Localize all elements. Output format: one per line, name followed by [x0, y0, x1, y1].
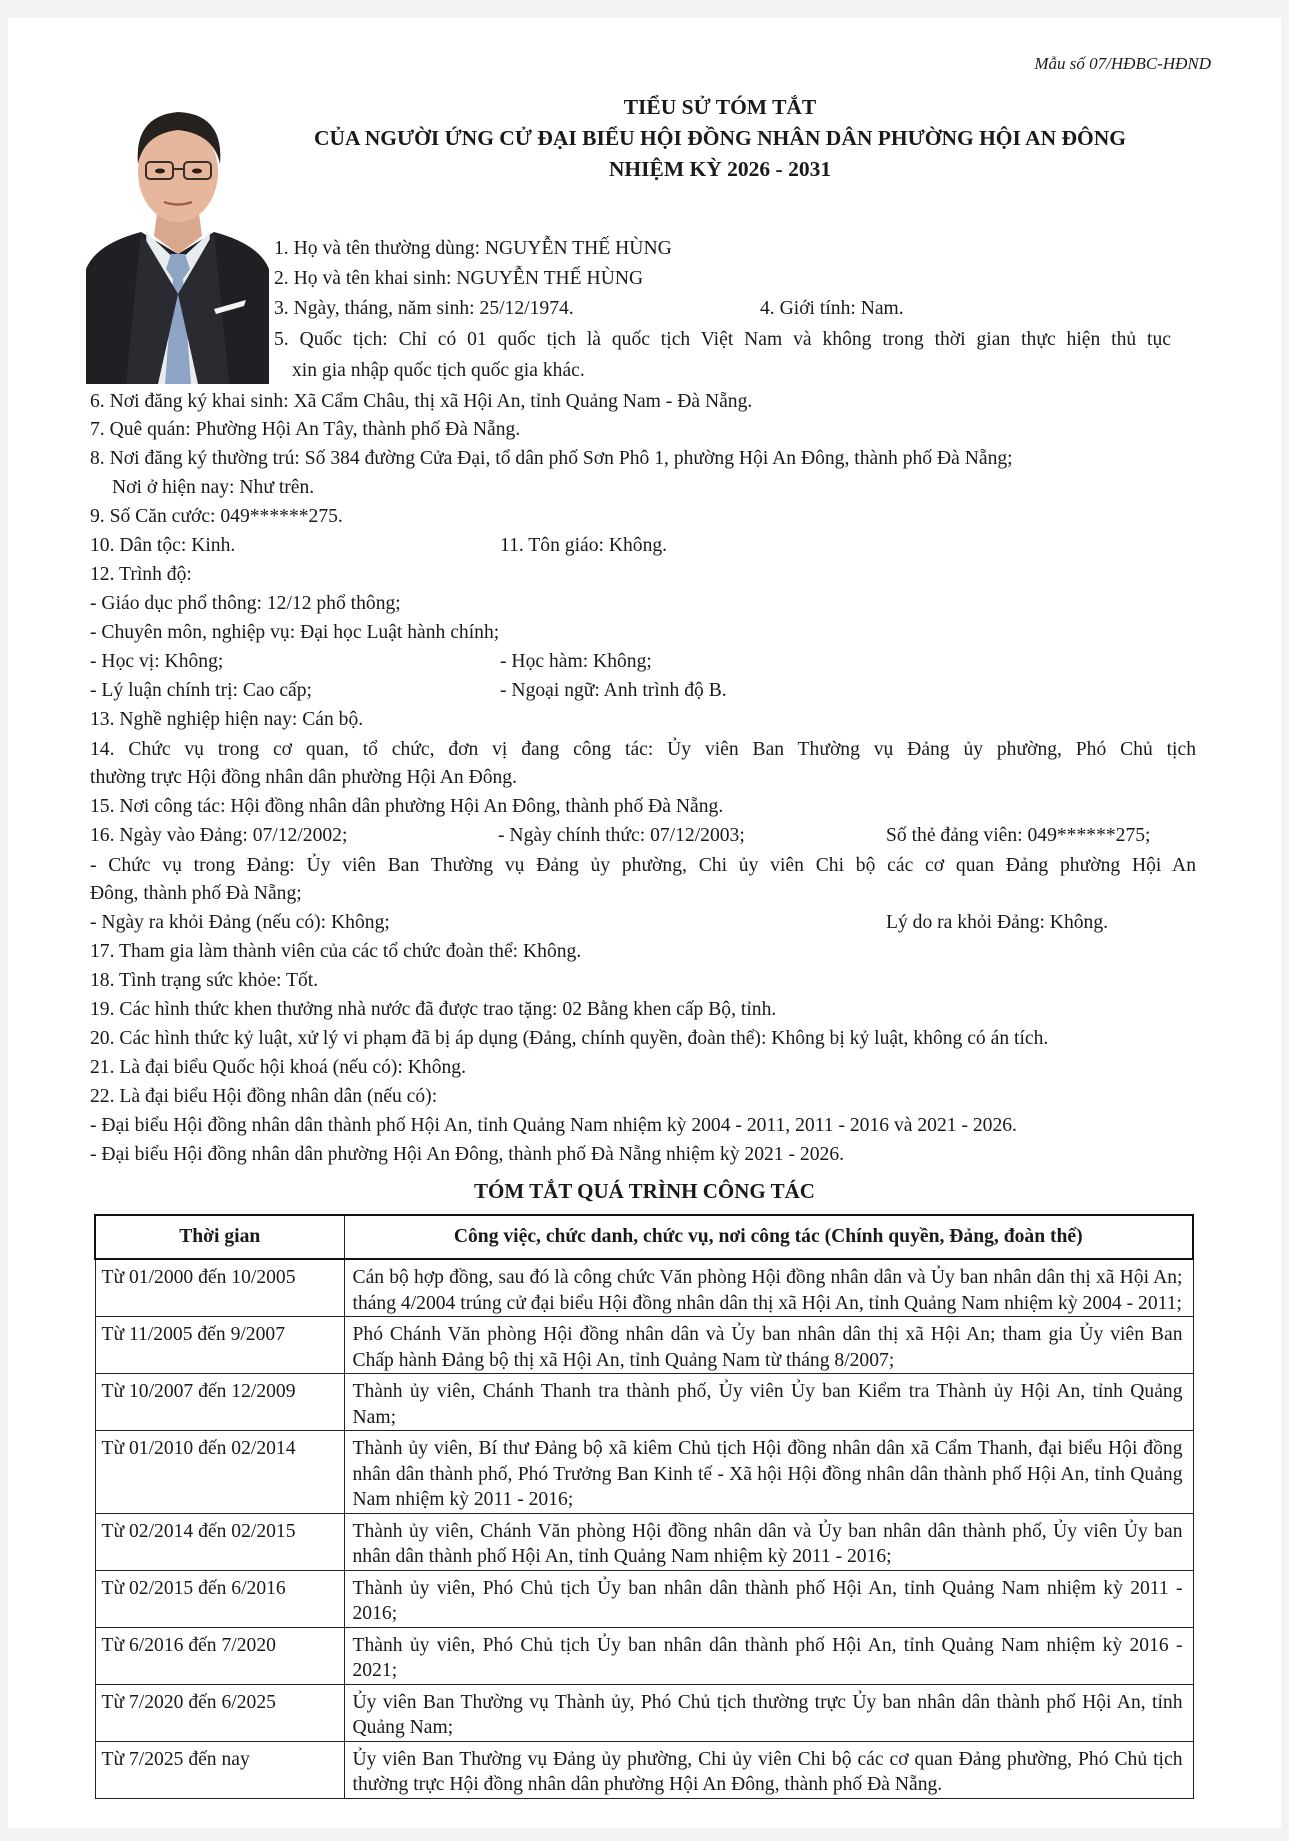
row-time: Từ 02/2015 đến 6/2016 [95, 1570, 344, 1627]
portrait-photo [86, 94, 269, 384]
bio-nationality: 5. Quốc tịch: Chỉ có 01 quốc tịch là quốc tịch Việt Nam và không trong thời gian thực hiện thủ tục [274, 329, 1171, 350]
row-description: Ủy viên Ban Thường vụ Đảng ủy phường, Chi ủy viên Chi bộ các cơ quan Đảng phường, Phó Chủ tịch thường trực Hội đồng nhân dân phường Hội An Đông, thành phố Đà Nẵng. [344, 1741, 1193, 1798]
row-description: Thành ủy viên, Chánh Thanh tra thành phố, Ủy viên Ủy ban Kiểm tra Thành ủy Hội An, tỉnh Quảng Nam; [344, 1374, 1193, 1431]
bio-party-exit-date: - Ngày ra khỏi Đảng (nếu có): Không; [90, 912, 390, 933]
bio-birth-name: 2. Họ và tên khai sinh: NGUYỄN THẾ HÙNG [274, 268, 644, 289]
bio-council-membership: 22. Là đại biểu Hội đồng nhân dân (nếu có): [90, 1086, 438, 1107]
bio-position: 14. Chức vụ trong cơ quan, tổ chức, đơn vị đang công tác: Ủy viên Ban Thường vụ Đảng ủy phường, Phó Chủ tịch [90, 739, 1196, 760]
heading-term: NHIỆM KỲ 2026 - 2031 [608, 157, 832, 181]
row-time: Từ 7/2025 đến nay [95, 1741, 344, 1798]
document-heading [280, 92, 1160, 185]
bio-council-term-1: - Đại biểu Hội đồng nhân dân thành phố Hội An, tỉnh Quảng Nam nhiệm kỳ 2004 - 2011, 2011 - 2016 và 2021 - 2026. [90, 1115, 1017, 1136]
bio-party-official-date: - Ngày chính thức: 07/12/2003; [498, 825, 745, 846]
bio-degree: - Học vị: Không; [90, 651, 224, 672]
table-row [95, 1259, 1193, 1317]
row-time: Từ 7/2020 đến 6/2025 [95, 1684, 344, 1741]
row-description: Thành ủy viên, Bí thư Đảng bộ xã kiêm Chủ tịch Hội đồng nhân dân xã Cẩm Thanh, đại biểu Hội đồng nhân dân thành phố, Phó Trưởng Ban Kinh tế - Xã hội Hội đồng nhân dân thành phố Hội An, tỉnh Quảng Nam nhiệm kỳ 2011 - 2016; [344, 1431, 1193, 1514]
bio-religion: 11. Tôn giáo: Không. [500, 535, 668, 556]
bio-permanent-residence: 8. Nơi đăng ký thường trú: Số 384 đường Cửa Đại, tổ dân phố Sơn Phô 1, phường Hội An Đông, thành phố Đà Nẵng; [90, 448, 1013, 469]
bio-party-position: - Chức vụ trong Đảng: Ủy viên Ban Thường vụ Đảng ủy phường, Chi ủy viên Chi bộ các cơ quan Đảng phường Hội An [90, 855, 1196, 876]
bio-council-term-2: - Đại biểu Hội đồng nhân dân phường Hội An Đông, thành phố Đà Nẵng nhiệm kỳ 2021 - 2026. [90, 1144, 845, 1165]
bio-hometown: 7. Quê quán: Phường Hội An Tây, thành phố Đà Nẵng. [90, 419, 521, 440]
table-row [95, 1317, 1193, 1374]
row-time: Từ 01/2010 đến 02/2014 [95, 1431, 344, 1514]
table-row [95, 1513, 1193, 1570]
bio-discipline: 20. Các hình thức kỷ luật, xử lý vi phạm đã bị áp dụng (Đảng, chính quyền, đoàn thể): Không bị kỷ luật, không có án tích. [90, 1028, 1049, 1049]
table-row [95, 1570, 1193, 1627]
bio-birth-date: 3. Ngày, tháng, năm sinh: 25/12/1974. [274, 298, 574, 319]
table-row [95, 1374, 1193, 1431]
bio-profession: - Chuyên môn, nghiệp vụ: Đại học Luật hành chính; [90, 622, 500, 643]
bio-party-position-cont: Đông, thành phố Đà Nẵng; [90, 883, 302, 904]
bio-party-card-number: Số thẻ đảng viên: 049******275; [886, 825, 1151, 846]
bio-birth-registration: 6. Nơi đăng ký khai sinh: Xã Cẩm Châu, thị xã Hội An, tỉnh Quảng Nam - Đà Nẵng. [90, 391, 753, 412]
row-description: Thành ủy viên, Phó Chủ tịch Ủy ban nhân dân thành phố Hội An, tỉnh Quảng Nam nhiệm kỳ 2016 - 2021; [344, 1627, 1193, 1684]
bio-ethnicity: 10. Dân tộc: Kinh. [90, 535, 236, 556]
column-header-time: Thời gian [95, 1215, 344, 1259]
bio-awards: 19. Các hình thức khen thưởng nhà nước đã được trao tặng: 02 Bằng khen cấp Bộ, tỉnh. [90, 999, 777, 1020]
column-header-description: Công việc, chức danh, chức vụ, nơi công tác (Chính quyền, Đảng, đoàn thể) [344, 1215, 1193, 1259]
row-description: Thành ủy viên, Chánh Văn phòng Hội đồng nhân dân và Ủy ban nhân dân thành phố, Ủy viên Ủy ban nhân dân thành phố Hội An, tỉnh Quảng Nam nhiệm kỳ 2011 - 2016; [344, 1513, 1193, 1570]
table-row [95, 1741, 1193, 1798]
row-description: Thành ủy viên, Phó Chủ tịch Ủy ban nhân dân thành phố Hội An, tỉnh Quảng Nam nhiệm kỳ 2011 - 2016; [344, 1570, 1193, 1627]
table-row [95, 1684, 1193, 1741]
bio-occupation: 13. Nghề nghiệp hiện nay: Cán bộ. [90, 709, 364, 730]
bio-position-cont: thường trực Hội đồng nhân dân phường Hội An Đông. [90, 767, 518, 788]
row-time: Từ 10/2007 đến 12/2009 [95, 1374, 344, 1431]
bio-organizations: 17. Tham gia làm thành viên của các tổ chức đoàn thể: Không. [90, 941, 582, 962]
table-row [95, 1431, 1193, 1514]
bio-education-heading: 12. Trình độ: [90, 564, 192, 585]
work-history-title: TÓM TẮT QUÁ TRÌNH CÔNG TÁC [474, 1179, 815, 1203]
row-time: Từ 01/2000 đến 10/2005 [95, 1259, 344, 1317]
heading-title: TIỂU SỬ TÓM TẮT [623, 95, 817, 119]
bio-general-education: - Giáo dục phổ thông: 12/12 phổ thông; [90, 593, 401, 614]
bio-current-residence: Nơi ở hiện nay: Như trên. [112, 477, 315, 498]
row-time: Từ 6/2016 đến 7/2020 [95, 1627, 344, 1684]
row-description: Cán bộ hợp đồng, sau đó là công chức Văn phòng Hội đồng nhân dân và Ủy ban nhân dân thị xã Hội An; tháng 4/2004 trúng cử đại biểu Hội đồng nhân dân thị xã Hội An, tỉnh Quảng Nam nhiệm kỳ 2004 - 2011; [344, 1259, 1193, 1317]
row-description: Phó Chánh Văn phòng Hội đồng nhân dân và Ủy ban nhân dân thị xã Hội An; tham gia Ủy viên Ban Chấp hành Đảng bộ thị xã Hội An, tỉnh Quảng Nam từ tháng 8/2007; [344, 1317, 1193, 1374]
bio-gender: 4. Giới tính: Nam. [760, 298, 904, 319]
bio-foreign-language: - Ngoại ngữ: Anh trình độ B. [500, 680, 727, 701]
bio-common-name: 1. Họ và tên thường dùng: NGUYỄN THẾ HÙNG [274, 238, 672, 259]
heading-subtitle: CỦA NGƯỜI ỨNG CỬ ĐẠI BIỂU HỘI ĐỒNG NHÂN DÂN PHƯỜNG HỘI AN ĐÔNG [313, 126, 1127, 150]
work-history-table [94, 1214, 1194, 1799]
bio-health: 18. Tình trạng sức khỏe: Tốt. [90, 970, 319, 991]
form-code: Mẫu số 07/HĐBC-HĐND [1034, 54, 1211, 73]
bio-id-number: 9. Số Căn cước: 049******275. [90, 506, 343, 527]
row-time: Từ 02/2014 đến 02/2015 [95, 1513, 344, 1570]
bio-nationality-cont: xin gia nhập quốc tịch quốc gia khác. [292, 360, 585, 381]
bio-national-assembly: 21. Là đại biểu Quốc hội khoá (nếu có): Không. [90, 1057, 466, 1078]
row-description: Ủy viên Ban Thường vụ Thành ủy, Phó Chủ tịch thường trực Ủy ban nhân dân thành phố Hội An, tỉnh Quảng Nam; [344, 1684, 1193, 1741]
row-time: Từ 11/2005 đến 9/2007 [95, 1317, 344, 1374]
bio-political-theory: - Lý luận chính trị: Cao cấp; [90, 680, 312, 701]
table-row [95, 1627, 1193, 1684]
bio-party-exit-reason: Lý do ra khỏi Đảng: Không. [886, 912, 1109, 933]
bio-party-join-date: 16. Ngày vào Đảng: 07/12/2002; [90, 825, 348, 846]
bio-workplace: 15. Nơi công tác: Hội đồng nhân dân phường Hội An Đông, thành phố Đà Nẵng. [90, 796, 724, 817]
bio-academic-title: - Học hàm: Không; [500, 651, 652, 672]
